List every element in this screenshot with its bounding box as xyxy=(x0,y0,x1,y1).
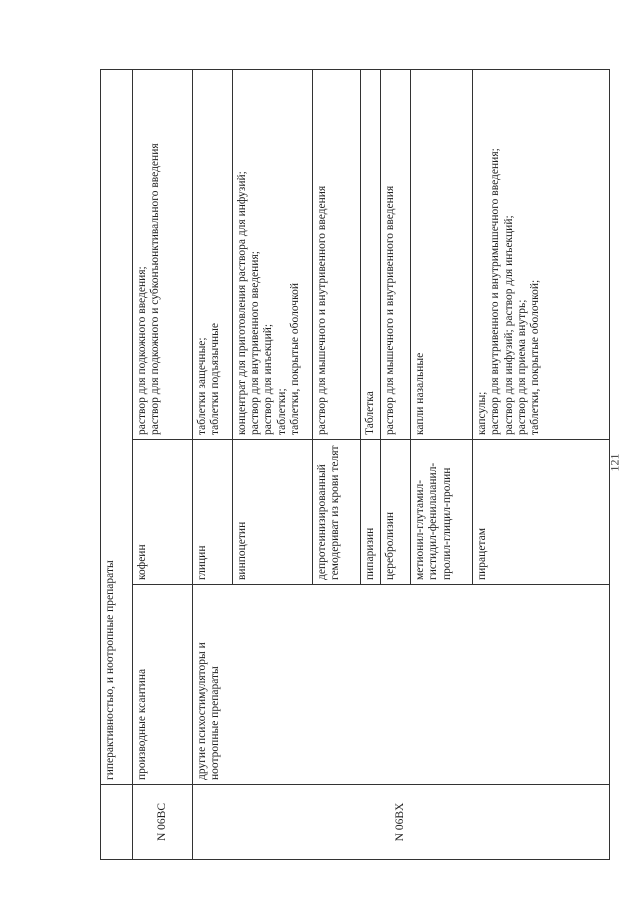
table-row xyxy=(133,69,193,859)
atc-code: N 06BX xyxy=(193,785,610,860)
group-name: производные ксантина xyxy=(133,585,193,785)
code-cell xyxy=(101,785,133,860)
group-cell: гиперактивностью, и ноотропные препараты xyxy=(101,69,133,784)
dosage-form: концентрат для приготовления раствора для инфузий; раствор для внутривенного введения; раствор для инъекций; таблетки; таблетки, покрытые оболочкой xyxy=(233,69,313,439)
drug-table xyxy=(100,69,610,860)
dosage-form: капли назальные xyxy=(411,69,473,439)
dosage-form: раствор для мышечного и внутривенного введения xyxy=(381,69,411,439)
dosage-form: Таблетка xyxy=(361,69,381,439)
page-number: 121 xyxy=(607,453,622,472)
rotated-table-container xyxy=(100,70,610,860)
atc-code: N 06BC xyxy=(133,785,193,860)
dosage-form: таблетки защечные; таблетки подъязычные xyxy=(193,69,233,439)
dosage-form: капсулы; раствор для внутривенного и внутримышечного введения; раствор для инфузий; раствор для инъекций; раствор для приема внутрь; таблетки, покрытые оболочкой; xyxy=(473,69,610,439)
inn-name: церебролизин xyxy=(381,440,411,585)
inn-name: метионил-глутамил-гистидил-фенилаланил-пролил-глицил-пролин xyxy=(411,440,473,585)
inn-name: винпоцетин xyxy=(233,440,313,585)
inn-name: депротеинизированный гемодериват из крови телят xyxy=(313,440,361,585)
group-name: другие психостимуляторы и ноотропные препараты xyxy=(193,585,610,785)
inn-name: пирацетам xyxy=(473,440,610,585)
inn-name: пипаризин xyxy=(361,440,381,585)
dosage-form: раствор для подкожного введения; раствор для подкожного и субконъюнктивального введения xyxy=(133,69,193,439)
inn-name: кофеин xyxy=(133,440,193,585)
inn-name: глицин xyxy=(193,440,233,585)
dosage-form: раствор для мышечного и внутривенного введения xyxy=(313,69,361,439)
table-row xyxy=(101,69,133,859)
table-row xyxy=(193,69,233,859)
